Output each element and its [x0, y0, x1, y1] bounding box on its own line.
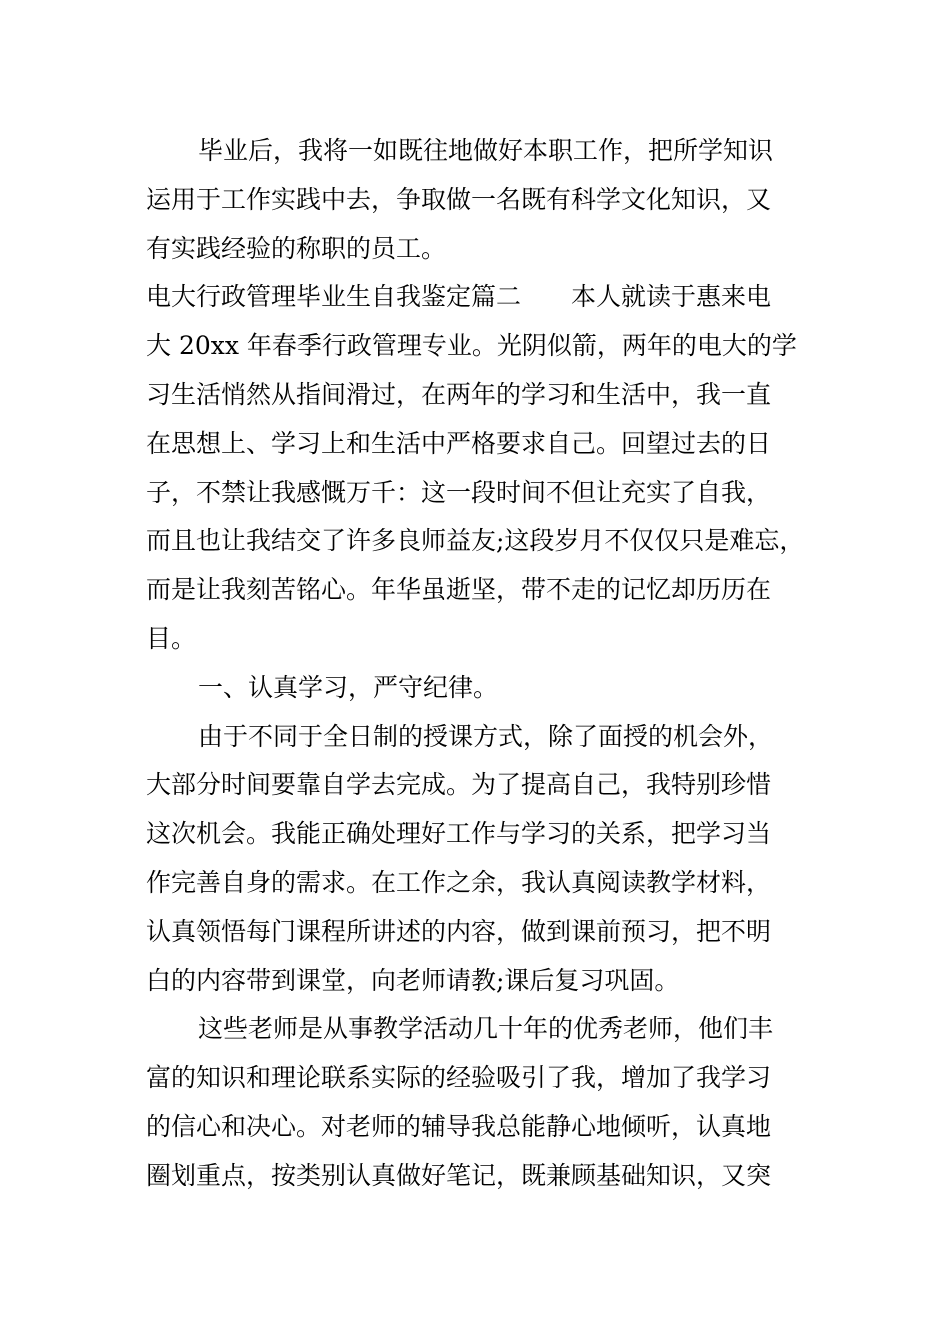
document-body: [146, 127, 806, 1201]
text-line: 而且也让我结交了许多良师益友;这段岁月不仅仅只是难忘，: [146, 526, 805, 556]
text-line: 的信心和决心。对老师的辅导我总能静心地倾听，认真地: [146, 1111, 772, 1141]
text-line: 认真领悟每门课程所讲述的内容，做到课前预习，把不明: [146, 916, 772, 946]
section-title-line: 电大行政管理毕业生自我鉴定篇二 本人就读于惠来电: [146, 282, 772, 312]
text-line: 子，不禁让我感慨万千：这一段时间不但让充实了自我，: [146, 477, 772, 507]
text-line: 有实践经验的称职的员工。: [146, 233, 447, 263]
text-line: 大部分时间要靠自学去完成。为了提高自己，我特别珍惜: [146, 770, 772, 800]
text-line: 这些老师是从事教学活动几十年的优秀老师，他们丰: [198, 1014, 774, 1044]
text-line: 圈划重点，按类别认真做好笔记，既兼顾基础知识，又突: [146, 1160, 772, 1190]
text-line: 习生活悄然从指间滑过，在两年的学习和生活中，我一直: [146, 379, 772, 409]
text-line: 富的知识和理论联系实际的经验吸引了我，增加了我学习: [146, 1063, 772, 1093]
text-line: 大 20xx 年春季行政管理专业。光阴似箭，两年的电大的学: [146, 331, 797, 361]
text-line: 目。: [146, 623, 197, 653]
subheading-line: 一、认真学习，严守纪律。: [198, 672, 499, 702]
text-line: 运用于工作实践中去，争取做一名既有科学文化知识，又: [146, 184, 772, 214]
text-line: 由于不同于全日制的授课方式，除了面授的机会外，: [198, 721, 774, 751]
text-line: 而是让我刻苦铭心。年华虽逝坚，带不走的记忆却历历在: [146, 575, 772, 605]
text-line: 在思想上、学习上和生活中严格要求自己。回望过去的日: [146, 428, 772, 458]
text-line: 毕业后，我将一如既往地做好本职工作，把所学知识: [198, 136, 774, 165]
text-line: 作完善自身的需求。在工作之余，我认真阅读教学材料，: [146, 867, 772, 897]
text-line: 白的内容带到课堂，向老师请教;课后复习巩固。: [146, 965, 680, 995]
text-line: 这次机会。我能正确处理好工作与学习的关系，把学习当: [146, 819, 772, 849]
